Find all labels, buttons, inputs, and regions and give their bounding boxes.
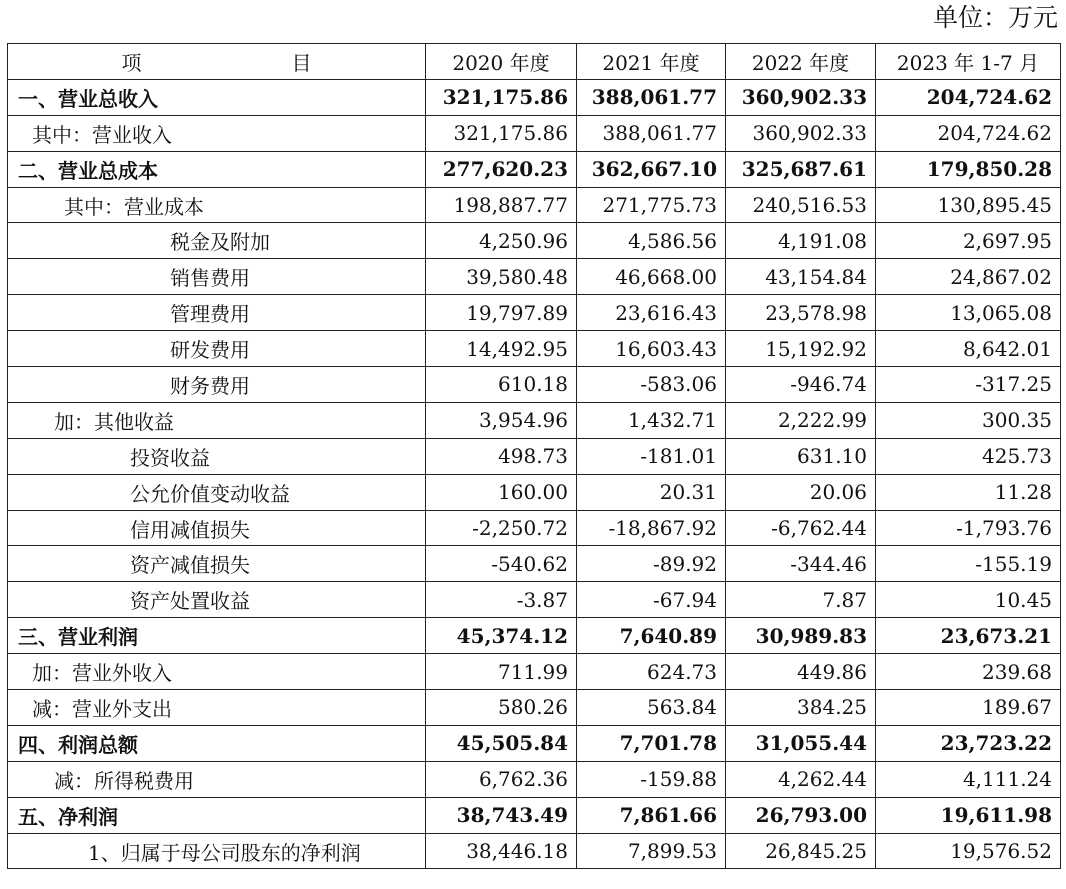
- value-2022: 15,192.92: [726, 331, 876, 367]
- value-2023-1-7: 10.45: [876, 582, 1061, 618]
- value-2020: 19,797.89: [426, 295, 577, 331]
- value-2022: 240,516.53: [726, 187, 876, 223]
- value-2020: 6,762.36: [426, 761, 577, 797]
- value-2021: 4,586.56: [577, 223, 726, 259]
- value-2022: 360,902.33: [726, 115, 876, 151]
- unit-label: 单位：万元: [932, 3, 1058, 32]
- header-2020: 2020 年度: [426, 44, 577, 80]
- table-row: [8, 259, 1061, 295]
- value-2023-1-7: 23,673.21: [876, 618, 1061, 654]
- value-2022: 449.86: [726, 654, 876, 690]
- value-2020: 321,175.86: [426, 115, 577, 151]
- value-2020: -540.62: [426, 546, 577, 582]
- table-row: [8, 79, 1061, 115]
- value-2023-1-7: 13,065.08: [876, 295, 1061, 331]
- value-2021: 16,603.43: [577, 331, 726, 367]
- table-row: [8, 510, 1061, 546]
- value-2023-1-7: 19,611.98: [876, 797, 1061, 833]
- row-label: 一、营业总收入: [8, 79, 426, 115]
- value-2023-1-7: 19,576.52: [876, 833, 1061, 869]
- value-2021: 7,861.66: [577, 797, 726, 833]
- value-2023-1-7: -317.25: [876, 367, 1061, 403]
- row-label: 管理费用: [8, 295, 426, 331]
- value-2020: 14,492.95: [426, 331, 577, 367]
- row-label: 税金及附加: [8, 223, 426, 259]
- value-2023-1-7: 204,724.62: [876, 115, 1061, 151]
- header-item: [8, 44, 426, 80]
- value-2020: -2,250.72: [426, 510, 577, 546]
- value-2022: 4,262.44: [726, 761, 876, 797]
- value-2021: 7,640.89: [577, 618, 726, 654]
- header-item-b: 目: [291, 50, 312, 75]
- value-2020: -3.87: [426, 582, 577, 618]
- value-2022: 325,687.61: [726, 151, 876, 187]
- value-2020: 321,175.86: [426, 79, 577, 115]
- row-label: 其中：营业收入: [8, 115, 426, 151]
- row-label: 投资收益: [8, 438, 426, 474]
- table-body: [8, 79, 1061, 869]
- value-2023-1-7: 179,850.28: [876, 151, 1061, 187]
- table-row: [8, 223, 1061, 259]
- value-2022: 20.06: [726, 474, 876, 510]
- row-label: 减：所得税费用: [8, 761, 426, 797]
- value-2022: 7.87: [726, 582, 876, 618]
- value-2023-1-7: 189.67: [876, 690, 1061, 726]
- row-label: 研发费用: [8, 331, 426, 367]
- row-label: 信用减值损失: [8, 510, 426, 546]
- row-label: 加：营业外收入: [8, 654, 426, 690]
- value-2021: -159.88: [577, 761, 726, 797]
- value-2021: 388,061.77: [577, 115, 726, 151]
- value-2022: 26,793.00: [726, 797, 876, 833]
- value-2023-1-7: 300.35: [876, 402, 1061, 438]
- table-row: [8, 582, 1061, 618]
- value-2020: 3,954.96: [426, 402, 577, 438]
- value-2022: 26,845.25: [726, 833, 876, 869]
- value-2022: -6,762.44: [726, 510, 876, 546]
- row-label: 资产处置收益: [8, 582, 426, 618]
- value-2021: 271,775.73: [577, 187, 726, 223]
- row-label: 三、营业利润: [8, 618, 426, 654]
- table-row: [8, 295, 1061, 331]
- value-2020: 38,743.49: [426, 797, 577, 833]
- value-2020: 45,505.84: [426, 725, 577, 761]
- value-2020: 160.00: [426, 474, 577, 510]
- value-2020: 198,887.77: [426, 187, 577, 223]
- row-label: 五、净利润: [8, 797, 426, 833]
- table-row: [8, 115, 1061, 151]
- value-2021: 7,899.53: [577, 833, 726, 869]
- table-row: [8, 797, 1061, 833]
- value-2021: 46,668.00: [577, 259, 726, 295]
- value-2020: 45,374.12: [426, 618, 577, 654]
- value-2020: 39,580.48: [426, 259, 577, 295]
- table-header-row: [8, 44, 1061, 80]
- table-row: [8, 402, 1061, 438]
- table-row: [8, 187, 1061, 223]
- row-label: 公允价值变动收益: [8, 474, 426, 510]
- row-label: 1、归属于母公司股东的净利润: [8, 833, 426, 869]
- value-2023-1-7: 2,697.95: [876, 223, 1061, 259]
- row-label: 财务费用: [8, 367, 426, 403]
- value-2020: 498.73: [426, 438, 577, 474]
- row-label: 资产减值损失: [8, 546, 426, 582]
- value-2020: 4,250.96: [426, 223, 577, 259]
- income-statement-table: [7, 43, 1061, 869]
- value-2020: 580.26: [426, 690, 577, 726]
- value-2023-1-7: 425.73: [876, 438, 1061, 474]
- value-2021: -67.94: [577, 582, 726, 618]
- value-2022: 4,191.08: [726, 223, 876, 259]
- table-row: [8, 367, 1061, 403]
- header-2022: 2022 年度: [726, 44, 876, 80]
- header-item-a: 项: [121, 50, 142, 75]
- value-2023-1-7: -155.19: [876, 546, 1061, 582]
- value-2020: 711.99: [426, 654, 577, 690]
- value-2021: 23,616.43: [577, 295, 726, 331]
- table-row: [8, 474, 1061, 510]
- value-2021: -18,867.92: [577, 510, 726, 546]
- value-2022: 30,989.83: [726, 618, 876, 654]
- value-2021: 362,667.10: [577, 151, 726, 187]
- table-row: [8, 546, 1061, 582]
- value-2021: 20.31: [577, 474, 726, 510]
- value-2022: 631.10: [726, 438, 876, 474]
- value-2022: 23,578.98: [726, 295, 876, 331]
- value-2020: 38,446.18: [426, 833, 577, 869]
- value-2022: -344.46: [726, 546, 876, 582]
- table-row: [8, 725, 1061, 761]
- value-2021: 563.84: [577, 690, 726, 726]
- value-2020: 610.18: [426, 367, 577, 403]
- value-2022: -946.74: [726, 367, 876, 403]
- value-2020: 277,620.23: [426, 151, 577, 187]
- value-2022: 360,902.33: [726, 79, 876, 115]
- value-2021: 7,701.78: [577, 725, 726, 761]
- value-2023-1-7: 23,723.22: [876, 725, 1061, 761]
- value-2023-1-7: 11.28: [876, 474, 1061, 510]
- value-2021: 624.73: [577, 654, 726, 690]
- header-2021: 2021 年度: [577, 44, 726, 80]
- value-2022: 384.25: [726, 690, 876, 726]
- row-label: 减：营业外支出: [8, 690, 426, 726]
- value-2023-1-7: 239.68: [876, 654, 1061, 690]
- table-row: [8, 690, 1061, 726]
- value-2022: 2,222.99: [726, 402, 876, 438]
- row-label: 四、利润总额: [8, 725, 426, 761]
- table-row: [8, 331, 1061, 367]
- value-2023-1-7: 4,111.24: [876, 761, 1061, 797]
- value-2023-1-7: -1,793.76: [876, 510, 1061, 546]
- value-2021: -583.06: [577, 367, 726, 403]
- table-row: [8, 761, 1061, 797]
- row-label: 销售费用: [8, 259, 426, 295]
- value-2023-1-7: 204,724.62: [876, 79, 1061, 115]
- row-label: 加：其他收益: [8, 402, 426, 438]
- value-2021: -181.01: [577, 438, 726, 474]
- value-2021: 388,061.77: [577, 79, 726, 115]
- table-row: [8, 654, 1061, 690]
- row-label: 二、营业总成本: [8, 151, 426, 187]
- row-label: 其中：营业成本: [8, 187, 426, 223]
- value-2023-1-7: 8,642.01: [876, 331, 1061, 367]
- value-2021: 1,432.71: [577, 402, 726, 438]
- table-row: [8, 618, 1061, 654]
- table-row: [8, 438, 1061, 474]
- value-2022: 43,154.84: [726, 259, 876, 295]
- value-2022: 31,055.44: [726, 725, 876, 761]
- table-row: [8, 833, 1061, 869]
- value-2021: -89.92: [577, 546, 726, 582]
- value-2023-1-7: 130,895.45: [876, 187, 1061, 223]
- table-row: [8, 151, 1061, 187]
- value-2023-1-7: 24,867.02: [876, 259, 1061, 295]
- header-2023-1-7: 2023 年 1-7 月: [876, 44, 1061, 80]
